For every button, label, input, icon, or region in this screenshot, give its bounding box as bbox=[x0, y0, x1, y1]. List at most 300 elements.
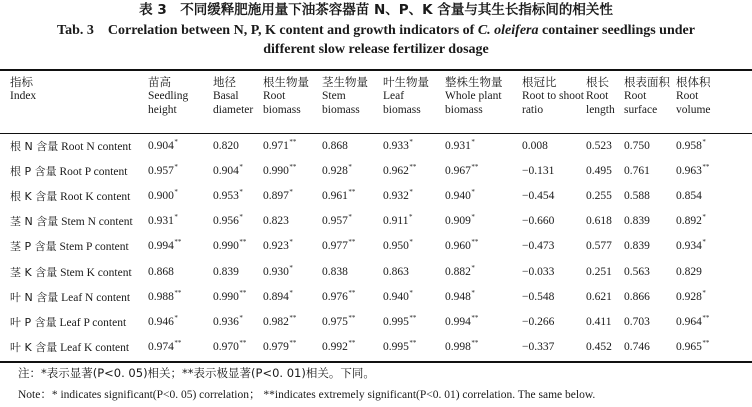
significance-mark: * bbox=[471, 288, 475, 297]
cell-value: 0.936 bbox=[213, 315, 239, 328]
header-root-biomass-en-line: biomass bbox=[263, 104, 301, 116]
header-whole-plant-biomass-zh: 整株生物量 bbox=[445, 75, 503, 89]
cell-root-volume bbox=[676, 183, 752, 208]
cell-root-biomass bbox=[263, 234, 322, 259]
cell-root-biomass bbox=[263, 133, 322, 158]
significance-mark: ** bbox=[348, 288, 356, 297]
cell-root-surface bbox=[624, 158, 676, 183]
cell-value: 0.251 bbox=[586, 265, 612, 278]
header-root-length-en-line: length bbox=[586, 104, 615, 116]
significance-mark: * bbox=[289, 187, 293, 196]
cell-seedling-height bbox=[148, 309, 213, 334]
cell-root-to-shoot-ratio bbox=[522, 309, 586, 334]
table-caption-chinese: 表 3 不同缓释肥施用量下油茶容器苗 N、P、K 含量与其生长指标间的相关性 bbox=[139, 2, 613, 18]
cell-root-surface bbox=[624, 335, 676, 360]
cell-root-length bbox=[586, 284, 624, 309]
table-row bbox=[0, 209, 752, 234]
table-bottom-rule bbox=[0, 361, 752, 363]
cell-value: 0.588 bbox=[624, 189, 650, 202]
cell-value: 0.958 bbox=[676, 139, 702, 152]
row-label-zh: 叶 P 含量 bbox=[10, 315, 57, 329]
cell-value: 0.974 bbox=[148, 341, 174, 354]
cell-value: 0.909 bbox=[445, 215, 471, 228]
significance-mark: * bbox=[289, 288, 293, 297]
significance-mark: * bbox=[289, 263, 293, 272]
cell-value: 0.892 bbox=[676, 215, 702, 228]
cell-value: 0.495 bbox=[586, 164, 612, 177]
significance-mark: * bbox=[239, 187, 243, 196]
row-label bbox=[0, 234, 148, 259]
cell-value: 0.703 bbox=[624, 315, 650, 328]
cell-value: 0.523 bbox=[586, 139, 612, 152]
header-root-to-shoot-ratio bbox=[522, 75, 584, 117]
cell-root-biomass bbox=[263, 259, 322, 284]
header-root-length-en-line: Root bbox=[586, 90, 609, 102]
significance-mark: * bbox=[348, 162, 352, 171]
cell-leaf-biomass bbox=[383, 309, 445, 334]
significance-mark: ** bbox=[471, 162, 479, 171]
cell-value: 0.995 bbox=[383, 315, 409, 328]
header-seedling-height-en-line: Seedling bbox=[148, 90, 189, 102]
cell-root-volume bbox=[676, 234, 752, 259]
cell-value: 0.868 bbox=[322, 139, 348, 152]
header-root-biomass bbox=[263, 75, 309, 117]
cell-value: 0.930 bbox=[263, 265, 289, 278]
cell-stem-biomass bbox=[322, 335, 383, 360]
cell-seedling-height bbox=[148, 259, 213, 284]
cell-value: 0.960 bbox=[445, 240, 471, 253]
cell-basal-diameter bbox=[213, 209, 263, 234]
significance-mark: * bbox=[702, 288, 706, 297]
cell-whole-plant-biomass bbox=[445, 158, 522, 183]
cell-value: 0.976 bbox=[322, 290, 348, 303]
cell-root-length bbox=[586, 309, 624, 334]
header-root-to-shoot-ratio-en-line: ratio bbox=[522, 104, 544, 116]
cell-value: 0.839 bbox=[213, 265, 239, 278]
cell-value: 0.839 bbox=[624, 215, 650, 228]
significance-mark: ** bbox=[409, 313, 417, 322]
header-leaf-biomass-zh: 叶生物量 bbox=[383, 75, 429, 89]
row-label-en: Stem N content bbox=[58, 216, 133, 229]
cell-leaf-biomass bbox=[383, 335, 445, 360]
cell-seedling-height bbox=[148, 234, 213, 259]
cell-basal-diameter bbox=[213, 259, 263, 284]
cell-whole-plant-biomass bbox=[445, 234, 522, 259]
cell-value: 0.820 bbox=[213, 139, 239, 152]
cell-value: 0.928 bbox=[676, 290, 702, 303]
cell-seedling-height bbox=[148, 284, 213, 309]
cell-stem-biomass bbox=[322, 133, 383, 158]
cell-value: 0.971 bbox=[263, 139, 289, 152]
cell-value: 0.975 bbox=[322, 315, 348, 328]
cell-value: 0.897 bbox=[263, 189, 289, 202]
row-label-en: Root N content bbox=[58, 140, 132, 153]
cell-root-biomass bbox=[263, 183, 322, 208]
cell-value: 0.940 bbox=[445, 189, 471, 202]
row-label-en: Leaf N content bbox=[58, 291, 131, 304]
cell-stem-biomass bbox=[322, 183, 383, 208]
cell-root-to-shoot-ratio bbox=[522, 284, 586, 309]
cell-value: 0.452 bbox=[586, 341, 612, 354]
cell-whole-plant-biomass bbox=[445, 133, 522, 158]
table-row bbox=[0, 335, 752, 360]
significance-mark: ** bbox=[289, 339, 297, 348]
header-root-volume-en-line: volume bbox=[676, 104, 711, 116]
header-root-length-zh: 根长 bbox=[586, 75, 609, 89]
significance-mark: ** bbox=[239, 238, 247, 247]
significance-mark: * bbox=[471, 213, 475, 222]
cell-root-volume bbox=[676, 158, 752, 183]
significance-mark: * bbox=[239, 162, 243, 171]
header-root-biomass-zh: 根生物量 bbox=[263, 75, 309, 89]
cell-root-surface bbox=[624, 209, 676, 234]
significance-mark: * bbox=[471, 137, 475, 146]
significance-mark: * bbox=[702, 238, 706, 247]
cell-root-length bbox=[586, 158, 624, 183]
header-root-volume bbox=[676, 75, 711, 117]
cell-stem-biomass bbox=[322, 284, 383, 309]
significance-mark: * bbox=[409, 238, 413, 247]
cell-basal-diameter bbox=[213, 158, 263, 183]
cell-basal-diameter bbox=[213, 234, 263, 259]
cell-whole-plant-biomass bbox=[445, 259, 522, 284]
header-index-zh: 指标 bbox=[10, 75, 33, 89]
cell-value: −0.266 bbox=[522, 315, 555, 328]
row-label bbox=[0, 133, 148, 158]
row-label-en: Root P content bbox=[56, 165, 128, 178]
cell-value: 0.957 bbox=[322, 215, 348, 228]
cell-value: 0.988 bbox=[148, 290, 174, 303]
header-basal-diameter bbox=[213, 75, 253, 117]
cell-stem-biomass bbox=[322, 158, 383, 183]
row-label-zh: 茎 N 含量 bbox=[10, 215, 59, 229]
header-basal-diameter-en-line: diameter bbox=[213, 104, 254, 116]
cell-value: −0.473 bbox=[522, 240, 555, 253]
cell-whole-plant-biomass bbox=[445, 335, 522, 360]
cell-value: 0.963 bbox=[676, 164, 702, 177]
cell-value: 0.823 bbox=[263, 215, 289, 228]
cell-value: −0.660 bbox=[522, 215, 555, 228]
cell-value: 0.932 bbox=[383, 189, 409, 202]
significance-mark: * bbox=[409, 187, 413, 196]
cell-root-surface bbox=[624, 284, 676, 309]
table-row bbox=[0, 309, 752, 334]
significance-mark: * bbox=[174, 162, 178, 171]
cell-root-biomass bbox=[263, 284, 322, 309]
header-whole-plant-biomass bbox=[445, 75, 503, 117]
cell-value: 0.982 bbox=[263, 315, 289, 328]
cell-value: −0.454 bbox=[522, 189, 555, 202]
header-index bbox=[10, 75, 36, 103]
row-label bbox=[0, 335, 148, 360]
table-row bbox=[0, 158, 752, 183]
cell-value: 0.563 bbox=[624, 265, 650, 278]
cell-basal-diameter bbox=[213, 133, 263, 158]
cell-value: 0.994 bbox=[445, 315, 471, 328]
header-seedling-height-en-line: height bbox=[148, 104, 177, 116]
header-root-to-shoot-ratio-en-line: Root to shoot bbox=[522, 90, 584, 102]
cell-seedling-height bbox=[148, 335, 213, 360]
cell-root-biomass bbox=[263, 209, 322, 234]
row-label-zh: 根 N 含量 bbox=[10, 139, 59, 153]
row-label-zh: 叶 K 含量 bbox=[10, 341, 58, 355]
cell-root-volume bbox=[676, 335, 752, 360]
table-row bbox=[0, 284, 752, 309]
header-leaf-biomass-en-line: Leaf bbox=[383, 90, 405, 102]
cell-value: 0.953 bbox=[213, 189, 239, 202]
cell-value: 0.411 bbox=[586, 315, 612, 328]
cell-leaf-biomass bbox=[383, 209, 445, 234]
cell-value: 0.904 bbox=[213, 164, 239, 177]
row-label-zh: 茎 K 含量 bbox=[10, 265, 58, 279]
cell-basal-diameter bbox=[213, 335, 263, 360]
cell-root-length bbox=[586, 234, 624, 259]
row-label bbox=[0, 158, 148, 183]
cell-value: 0.964 bbox=[676, 315, 702, 328]
significance-mark: ** bbox=[471, 313, 479, 322]
header-seedling-height bbox=[148, 75, 188, 117]
cell-leaf-biomass bbox=[383, 133, 445, 158]
cell-value: 0.990 bbox=[213, 240, 239, 253]
footnote-chinese-text: 注：*表示显著(P<0. 05)相关；**表示极显著(P<0. 01)相关。下同。 bbox=[18, 366, 375, 380]
significance-mark: ** bbox=[289, 137, 297, 146]
row-label-zh: 根 P 含量 bbox=[10, 164, 57, 178]
cell-root-surface bbox=[624, 309, 676, 334]
header-stem-biomass-en-line: biomass bbox=[322, 104, 360, 116]
significance-mark: ** bbox=[174, 339, 182, 348]
cell-value: 0.923 bbox=[263, 240, 289, 253]
row-label-en: Stem K content bbox=[57, 266, 132, 279]
header-root-length bbox=[586, 75, 615, 117]
cell-value: 0.950 bbox=[383, 240, 409, 253]
row-label-en: Leaf P content bbox=[56, 316, 127, 329]
cell-value: 0.933 bbox=[383, 139, 409, 152]
cell-value: 0.882 bbox=[445, 265, 471, 278]
row-label bbox=[0, 259, 148, 284]
significance-mark: * bbox=[471, 263, 475, 272]
header-stem-biomass-en-line: Stem bbox=[322, 90, 346, 102]
cell-value: 0.931 bbox=[148, 215, 174, 228]
header-root-surface-zh: 根表面积 bbox=[624, 75, 670, 89]
header-basal-diameter-en-line: Basal bbox=[213, 90, 239, 102]
row-label bbox=[0, 309, 148, 334]
table-row bbox=[0, 183, 752, 208]
significance-mark: ** bbox=[174, 238, 182, 247]
significance-mark: ** bbox=[289, 162, 297, 171]
significance-mark: * bbox=[408, 213, 413, 222]
cell-leaf-biomass bbox=[383, 259, 445, 284]
significance-mark: ** bbox=[348, 187, 356, 196]
cell-root-to-shoot-ratio bbox=[522, 259, 586, 284]
cell-stem-biomass bbox=[322, 259, 383, 284]
cell-value: 0.962 bbox=[383, 164, 409, 177]
cell-value: 0.863 bbox=[383, 265, 409, 278]
cell-root-length bbox=[586, 259, 624, 284]
table-body bbox=[0, 133, 752, 360]
significance-mark: * bbox=[174, 187, 178, 196]
cell-value: 0.948 bbox=[445, 290, 471, 303]
row-label bbox=[0, 183, 148, 208]
significance-mark: ** bbox=[471, 238, 479, 247]
significance-mark: ** bbox=[239, 288, 247, 297]
cell-value: 0.946 bbox=[148, 315, 174, 328]
significance-mark: * bbox=[409, 288, 413, 297]
header-root-surface bbox=[624, 75, 670, 117]
header-whole-plant-biomass-en-line: biomass bbox=[445, 104, 483, 116]
cell-value: 0.990 bbox=[213, 290, 239, 303]
cell-whole-plant-biomass bbox=[445, 284, 522, 309]
header-basal-diameter-zh: 地径 bbox=[213, 75, 236, 89]
cell-root-volume bbox=[676, 309, 752, 334]
significance-mark: ** bbox=[409, 339, 417, 348]
cell-value: 0.577 bbox=[586, 240, 612, 253]
cell-root-to-shoot-ratio bbox=[522, 183, 586, 208]
cell-value: 0.979 bbox=[263, 341, 289, 354]
header-seedling-height-zh: 苗高 bbox=[148, 75, 171, 89]
cell-leaf-biomass bbox=[383, 183, 445, 208]
cell-value: 0.967 bbox=[445, 164, 471, 177]
correlation-table bbox=[0, 133, 752, 360]
cell-value: 0.965 bbox=[676, 341, 702, 354]
table-caption-english-line2: different slow release fertilizer dosage bbox=[263, 42, 489, 57]
cell-root-surface bbox=[624, 259, 676, 284]
header-leaf-biomass-en-line: biomass bbox=[383, 104, 421, 116]
cell-value: 0.956 bbox=[213, 215, 239, 228]
cell-value: 0.961 bbox=[322, 189, 348, 202]
significance-mark: ** bbox=[289, 313, 297, 322]
cell-value: 0.992 bbox=[322, 341, 348, 354]
header-root-to-shoot-ratio-zh: 根冠比 bbox=[522, 75, 557, 89]
cell-basal-diameter bbox=[213, 183, 263, 208]
header-root-biomass-en-line: Root bbox=[263, 90, 286, 102]
significance-mark: * bbox=[702, 137, 706, 146]
cell-value: 0.854 bbox=[676, 189, 702, 202]
header-root-surface-en-line: Root bbox=[624, 90, 647, 102]
row-label bbox=[0, 284, 148, 309]
significance-mark: * bbox=[174, 213, 178, 222]
cell-basal-diameter bbox=[213, 284, 263, 309]
cell-value: 0.829 bbox=[676, 265, 702, 278]
cell-root-volume bbox=[676, 259, 752, 284]
cell-value: 0.621 bbox=[586, 290, 612, 303]
table-row bbox=[0, 259, 752, 284]
cell-value: −0.337 bbox=[522, 341, 555, 354]
cell-value: −0.548 bbox=[522, 290, 555, 303]
cell-seedling-height bbox=[148, 183, 213, 208]
significance-mark: ** bbox=[348, 313, 356, 322]
cell-root-volume bbox=[676, 284, 752, 309]
significance-mark: * bbox=[239, 213, 243, 222]
significance-mark: * bbox=[471, 187, 475, 196]
significance-mark: * bbox=[289, 238, 293, 247]
cell-whole-plant-biomass bbox=[445, 209, 522, 234]
significance-mark: * bbox=[174, 313, 178, 322]
cell-value: 0.934 bbox=[676, 240, 702, 253]
significance-mark: ** bbox=[471, 339, 479, 348]
significance-mark: ** bbox=[702, 339, 710, 348]
cell-seedling-height bbox=[148, 209, 213, 234]
cell-value: 0.900 bbox=[148, 189, 174, 202]
caption-en-part-a: Tab. 3 Correlation between N, P, K content and growth indicators of bbox=[57, 23, 478, 38]
cell-value: 0.928 bbox=[322, 164, 348, 177]
cell-stem-biomass bbox=[322, 309, 383, 334]
header-index-en-line: Index bbox=[10, 90, 37, 102]
cell-value: 0.746 bbox=[624, 341, 650, 354]
cell-value: 0.994 bbox=[148, 240, 174, 253]
cell-root-to-shoot-ratio bbox=[522, 209, 586, 234]
header-leaf-biomass bbox=[383, 75, 429, 117]
footnote-english: Note：* indicates significant(P<0. 05) correlation； **indicates extremely significant(P<0. 01) correlation. The same below. bbox=[18, 389, 596, 401]
cell-root-biomass bbox=[263, 335, 322, 360]
cell-value: 0.868 bbox=[148, 265, 174, 278]
header-stem-biomass bbox=[322, 75, 368, 117]
cell-whole-plant-biomass bbox=[445, 183, 522, 208]
cell-value: 0.008 bbox=[522, 139, 548, 152]
cell-value: 0.931 bbox=[445, 139, 471, 152]
cell-value: 0.750 bbox=[624, 139, 650, 152]
cell-value: 0.255 bbox=[586, 189, 612, 202]
cell-root-biomass bbox=[263, 158, 322, 183]
cell-root-surface bbox=[624, 133, 676, 158]
significance-mark: ** bbox=[702, 162, 710, 171]
table-row bbox=[0, 234, 752, 259]
cell-value: 0.911 bbox=[383, 215, 409, 228]
table-header bbox=[0, 75, 752, 131]
significance-mark: * bbox=[239, 313, 243, 322]
footnote-chinese bbox=[18, 365, 375, 381]
header-root-surface-en-line: surface bbox=[624, 104, 658, 116]
cell-root-to-shoot-ratio bbox=[522, 335, 586, 360]
significance-mark: * bbox=[702, 213, 706, 222]
cell-value: 0.866 bbox=[624, 290, 650, 303]
row-label-zh: 茎 P 含量 bbox=[10, 240, 57, 254]
cell-seedling-height bbox=[148, 158, 213, 183]
cell-value: 0.977 bbox=[322, 240, 348, 253]
cell-value: 0.618 bbox=[586, 215, 612, 228]
significance-mark: * bbox=[174, 137, 178, 146]
cell-root-length bbox=[586, 133, 624, 158]
cell-value: 0.995 bbox=[383, 341, 409, 354]
header-root-volume-zh: 根体积 bbox=[676, 75, 711, 89]
header-root-volume-en-line: Root bbox=[676, 90, 699, 102]
row-label-en: Stem P content bbox=[56, 241, 129, 254]
cell-value: 0.998 bbox=[445, 341, 471, 354]
row-label bbox=[0, 209, 148, 234]
significance-mark: ** bbox=[174, 288, 182, 297]
significance-mark: ** bbox=[409, 162, 417, 171]
cell-leaf-biomass bbox=[383, 234, 445, 259]
significance-mark: * bbox=[348, 213, 352, 222]
cell-value: 0.904 bbox=[148, 139, 174, 152]
cell-root-surface bbox=[624, 183, 676, 208]
cell-value: 0.970 bbox=[213, 341, 239, 354]
cell-leaf-biomass bbox=[383, 284, 445, 309]
cell-value: 0.839 bbox=[624, 240, 650, 253]
cell-value: −0.131 bbox=[522, 164, 555, 177]
cell-root-surface bbox=[624, 234, 676, 259]
significance-mark: ** bbox=[348, 238, 356, 247]
caption-en-part-b: container seedlings under bbox=[538, 23, 695, 38]
header-whole-plant-biomass-en-line: Whole plant bbox=[445, 90, 502, 102]
cell-root-length bbox=[586, 209, 624, 234]
cell-seedling-height bbox=[148, 133, 213, 158]
cell-stem-biomass bbox=[322, 234, 383, 259]
cell-stem-biomass bbox=[322, 209, 383, 234]
cell-whole-plant-biomass bbox=[445, 309, 522, 334]
significance-mark: ** bbox=[348, 339, 356, 348]
row-label-en: Root K content bbox=[57, 190, 131, 203]
cell-root-length bbox=[586, 335, 624, 360]
